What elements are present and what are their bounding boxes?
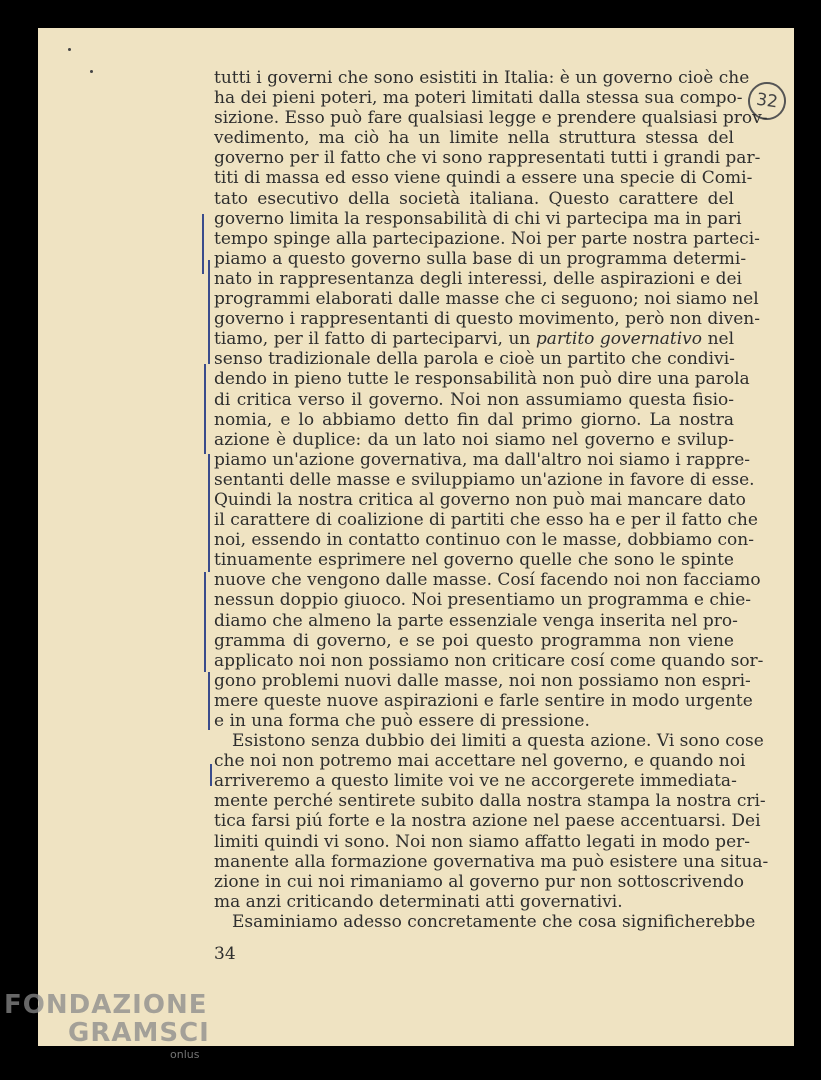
text-line: mente perché sentirete subito dalla nostra stampa la nostra cri- <box>214 791 766 812</box>
text-line: governo per il fatto che vi sono rappresentati tutti i grandi par- <box>214 148 761 169</box>
text-line: tempo spinge alla partecipazione. Noi per parte nostra parteci- <box>214 228 760 249</box>
text-line: arriveremo a questo limite voi ve ne accorgerete immediata- <box>214 771 737 792</box>
text-line: senso tradizionale della parola e cioè un partito che condivi- <box>214 349 735 370</box>
margin-marker-line <box>202 214 204 274</box>
text-line: azione è duplice: da un lato noi siamo nel governo e svilup- <box>214 429 734 450</box>
page-number: 34 <box>214 944 236 964</box>
text-line: tato esecutivo della società italiana. Questo carattere del <box>214 188 734 209</box>
watermark-line1: FONDAZIONE <box>4 990 208 1020</box>
speck <box>90 70 93 73</box>
text-line: nessun doppio giuoco. Noi presentiamo un programma e chie- <box>214 590 752 611</box>
margin-marker-line <box>204 364 206 454</box>
text-line-with-italic <box>214 329 734 349</box>
margin-marker-line <box>208 672 210 730</box>
text-line: Quindi la nostra critica al governo non può mai mancare dato <box>214 489 746 510</box>
text-line: zione in cui noi rimaniamo al governo pur non sottoscrivendo <box>214 871 745 892</box>
text-line: gramma di governo, e se poi questo programma non viene <box>214 630 734 651</box>
text-line: programmi elaborati dalle masse che ci seguono; noi siamo nel <box>214 289 759 310</box>
text-line: noi, essendo in contatto continuo con le masse, dobbiamo con- <box>214 530 754 551</box>
text-line: piamo un'azione governativa, ma dall'altro noi siamo i rappre- <box>214 449 751 470</box>
text-line: tutti i governi che sono esistiti in Italia: è un governo cioè che <box>214 68 750 88</box>
text-line-start: tiamo, per il fatto di parteciparvi, un <box>214 329 531 350</box>
text-line: gono problemi nuovi dalle masse, noi non possiamo non espri- <box>214 670 751 691</box>
text-line: di critica verso il governo. Noi non assumiamo questa fisio- <box>214 389 734 410</box>
text-line: governo limita la responsabilità di chi vi partecipa ma in pari <box>214 208 742 229</box>
text-line: ma anzi criticando determinati atti governativi. <box>214 891 623 912</box>
text-line: limiti quindi vi sono. Noi non siamo affatto legati in modo per- <box>214 831 750 852</box>
text-line: mere queste nuove aspirazioni e farle sentire in modo urgente <box>214 690 753 711</box>
watermark-line2: GRAMSCI <box>68 1018 210 1048</box>
margin-marker-line <box>204 572 206 672</box>
text-line: manente alla formazione governativa ma può esistere una situa- <box>214 851 769 872</box>
text-line: nato in rappresentanza degli interessi, delle aspirazioni e dei <box>214 268 742 289</box>
text-line: il carattere di coalizione di partiti che esso ha e per il fatto che <box>214 510 758 531</box>
italic-phrase: partito governativo <box>535 329 703 350</box>
text-line: sizione. Esso può fare qualsiasi legge e prendere qualsiasi prov- <box>214 108 768 129</box>
text-line-end: nel <box>707 329 735 350</box>
text-line: nomia, e lo abbiamo detto fin dal primo giorno. La nostra <box>214 409 734 430</box>
text-line: titi di massa ed esso viene quindi a essere una specie di Comi- <box>214 168 753 189</box>
text-line: applicato noi non possiamo non criticare cosí come quando sor- <box>214 650 764 671</box>
watermark-subtitle: onlus <box>170 1048 200 1061</box>
margin-marker-line <box>208 454 210 572</box>
speck <box>68 48 71 51</box>
text-line: piamo a questo governo sulla base di un programma determi- <box>214 248 747 269</box>
handwritten-page-annotation: 32 <box>746 80 789 123</box>
text-line: tinuamente esprimere nel governo quelle che sono le spinte <box>214 550 734 571</box>
text-line: che noi non potremo mai accettare nel governo, e quando noi <box>214 751 746 772</box>
text-line: sentanti delle masse e sviluppiamo un'azione in favore di esse. <box>214 469 755 490</box>
margin-marker-line <box>208 260 210 364</box>
watermark-logo <box>4 990 210 1061</box>
text-line: nuove che vengono dalle masse. Cosí facendo noi non facciamo <box>214 570 761 591</box>
text-line: ha dei pieni poteri, ma poteri limitati dalla stessa sua compo- <box>214 88 743 109</box>
margin-marker-line <box>210 764 212 786</box>
text-line: dendo in pieno tutte le responsabilità non può dire una parola <box>214 369 750 390</box>
text-line: Esistono senza dubbio dei limiti a questa azione. Vi sono cose <box>232 731 764 752</box>
text-line: governo i rappresentanti di questo movimento, però non diven- <box>214 309 761 330</box>
text-line: tica farsi piú forte e la nostra azione nel paese accentuarsi. Dei <box>214 811 761 832</box>
text-line: vedimento, ma ciò ha un limite nella struttura stessa del <box>214 128 734 149</box>
text-line: diamo che almeno la parte essenziale venga inserita nel pro- <box>214 610 738 631</box>
text-line: e in una forma che può essere di pressione. <box>214 711 590 731</box>
text-line: Esaminiamo adesso concretamente che cosa significherebbe <box>232 911 756 932</box>
